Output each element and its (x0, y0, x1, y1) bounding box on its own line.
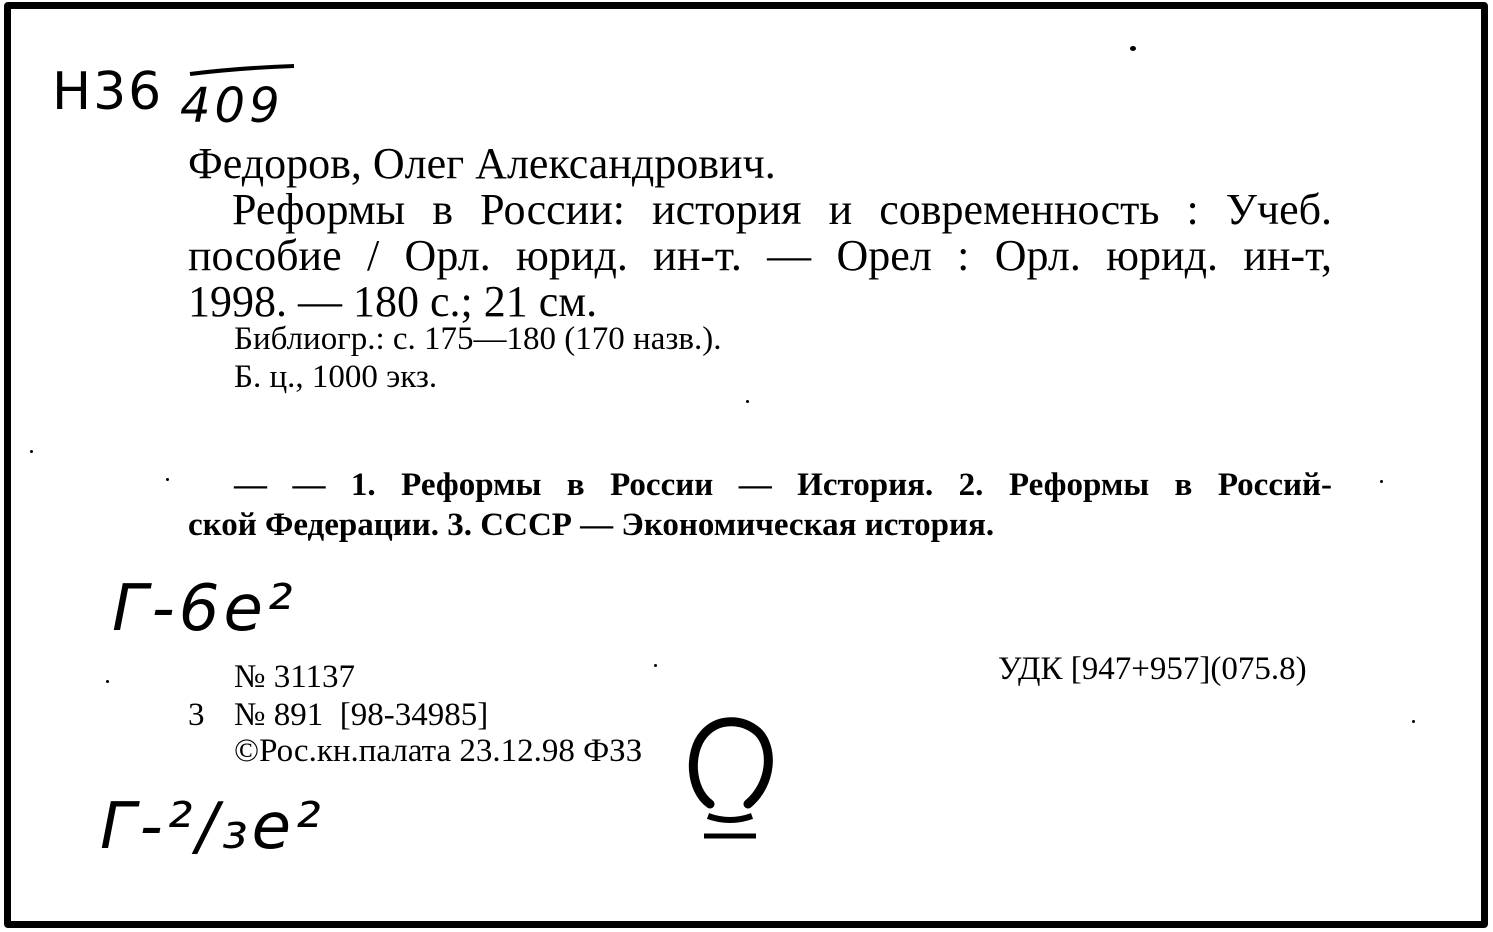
scan-speck (746, 400, 749, 403)
scan-speck (30, 450, 33, 453)
price-run-note: Б. ц., 1000 экз. (234, 359, 438, 395)
handwritten-shelf-code: Н36 (52, 62, 164, 122)
scan-speck (1412, 720, 1415, 723)
handwritten-mark-2: Г-²/₃е² (100, 790, 325, 864)
handwritten-mark-1: Г-6е² (112, 572, 297, 646)
subjects-line-2: ской Федерации. 3. СССР — Экономическая история. (188, 507, 995, 543)
author-heading: Федоров, Олег Александрович. (188, 139, 776, 188)
title-line-2: пособие / Орл. юрид. ин-т. — Орел : Орл. юрид. ин-т, (188, 231, 1332, 280)
scan-speck (1380, 480, 1383, 483)
title-line-1: Реформы в России: история и современность : Учеб. (232, 185, 1332, 234)
subjects-line-1: — — 1. Реформы в России — История. 2. Реформы в Россий- (234, 467, 1332, 503)
bibliography-note: Библиогр.: с. 175—180 (170 назв.). (234, 321, 722, 357)
lightbulb-stamp-icon (680, 712, 780, 847)
udk-code: УДК [947+957](075.8) (998, 651, 1307, 687)
shelf-number-overline (188, 64, 298, 76)
scan-speck (166, 478, 169, 481)
registration-number: № 891 [98-34985] (234, 697, 489, 733)
scan-speck (1130, 46, 1136, 51)
line2-prefix: 3 (188, 697, 205, 733)
copyright-line: ©Рос.кн.палата 23.12.98 ФЗЗ (234, 733, 643, 769)
scan-speck (654, 664, 657, 667)
title-line-3: 1998. — 180 с.; 21 см. (188, 277, 598, 326)
handwritten-shelf-number: 409 (180, 78, 284, 134)
scan-speck (106, 680, 109, 683)
card-number: № 31137 (234, 659, 356, 695)
